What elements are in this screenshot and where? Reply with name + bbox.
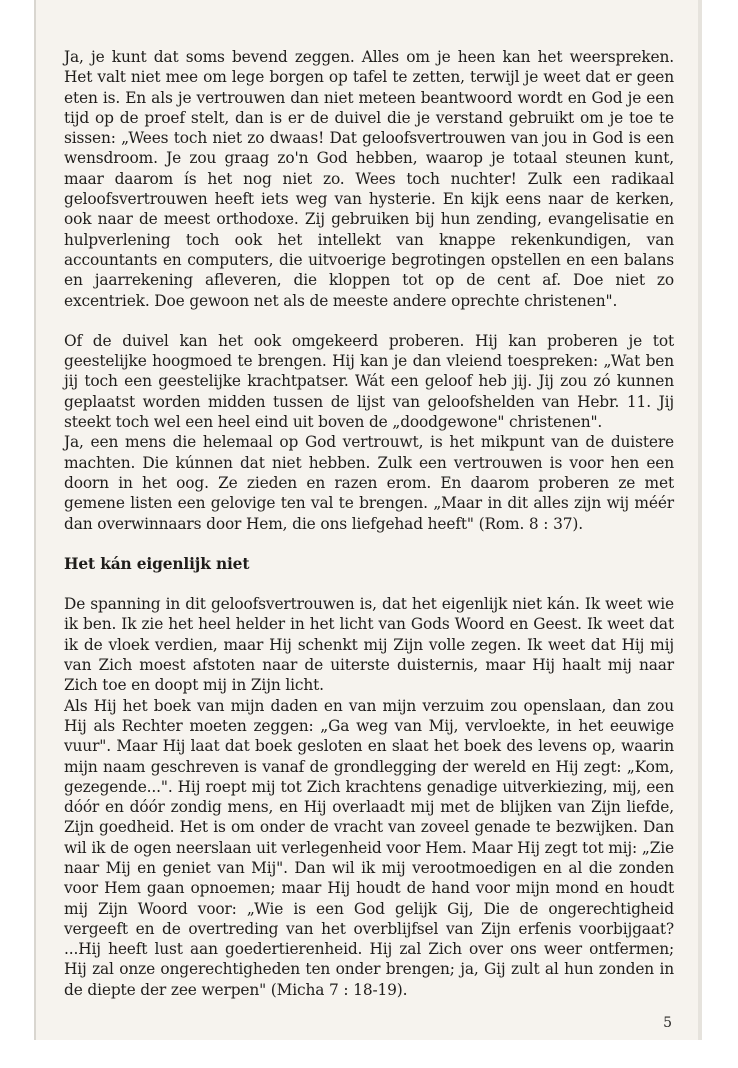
paragraph: Of de duivel kan het ook omgekeerd proberen. Hij kan proberen je tot geestelijke hoogmoed te brengen. Hij kan je dan vleiend toespreken: „Wat ben jij toch een geestelijke krachtpatser. Wát een geloof heb jij. Jij zou zó kunnen geplaatst worden midden tussen de lijst van geloofshelden van Hebr. 11. Jij steekt toch wel een heel eind uit boven de „doodgewone" christenen". (64, 331, 674, 432)
section-heading: Het kán eigenlijk niet (64, 554, 250, 573)
paragraph: Ja, een mens die helemaal op God vertrouwt, is het mikpunt van de duistere machten. Die kúnnen dat niet hebben. Zulk een vertrouwen is voor hen een doorn in het oog. Ze zieden en razen erom. En daarom proberen ze met gemene listen een gelovige ten val te brengen. „Maar in dit alles zijn wij méér dan overwinnaars door Hem, die ons liefgehad heeft" (Rom. 8 : 37). (64, 433, 674, 533)
paragraph: Als Hij het boek van mijn daden en van mijn verzuim zou openslaan, dan zou Hij als Rechter moeten zeggen: „Ga weg van Mij, vervloekte, in het eeuwige vuur". Maar Hij laat dat boek gesloten en slaat het boek des levens op, waarin mijn naam geschreven is vanaf de grondlegging der wereld en Hij zegt: „Kom, gezegende...". Hij roept mij tot Zich krachtens genadige uitverkiezing, mij, een dóór en dóór zondig mens, en Hij overlaadt mij met de blijken van Zijn liefde, Zijn goedheid. Het is om onder de vracht van zoveel genade te bezwijken. Dan wil ik de ogen neerslaan uit verlegenheid voor Hem. Maar Hij zegt tot mij: „Zie naar Mij en geniet van Mij". Dan wil ik mij verootmoedigen en al die zonden voor Hem gaan opnoemen; maar Hij houdt de hand voor mijn mond en houdt mij Zijn Woord voor: „Wie is een God gelijk Gij, Die de ongerechtigheid vergeeft en de overtreding van het overblijfsel van Zijn erfenis voorbijgaat? ...Hij heeft lust aan goedertierenheid. Hij zal Zich over ons weer ontfermen; Hij zal onze ongerechtigheden ten onder brengen; ja, Gij zult al hun zonden in de diepte der zee werpen" (Micha 7 : 18-19). (64, 696, 674, 999)
paragraph-gap (64, 311, 674, 331)
paragraph-gap (64, 534, 674, 554)
paragraph-gap (64, 574, 674, 594)
paragraph: De spanning in dit geloofsvertrouwen is, dat het eigenlijk niet kán. Ik weet wie ik ben. Ik zie het heel helder in het licht van Gods Woord en Geest. Ik weet dat ik de vloek verdien, maar Hij schenkt mij Zijn volle zegen. Ik weet dat Hij mij van Zich moest afstoten naar de uiterste duisternis, maar Hij haalt mij naar Zich toe en doopt mij in Zijn licht. (64, 595, 674, 695)
paragraph: Ja, je kunt dat soms bevend zeggen. Alles om je heen kan het weerspreken. Het valt niet mee om lege borgen op tafel te zetten, terwijl je weet dat er geen eten is. En als je vertrouwen dan niet meteen beantwoord wordt en God je een tijd op de proef stelt, dan is er de duivel die je verstand gebruikt om je toe te sissen: „Wees toch niet zo dwaas! Dat geloofsvertrouwen van jou in God is een wensdroom. Je zou graag zo'n God hebben, waarop je totaal steunen kunt, maar daarom ís het nog niet zo. Wees toch nuchter! Zulk een radikaal geloofsvertrouwen heeft iets weg van hysterie. En kijk eens naar de kerken, ook naar de meest orthodoxe. Zij gebruiken bij hun zending, evangelisatie en hulpverlening toch ook het intellekt van knappe rekenkundigen, van accountants en computers, die uitvoerige begrotingen opstellen en een balans en jaarrekening afleveren, die kloppen tot op de cent af. Doe niet zo excentriek. Doe gewoon net als de meeste andere oprechte christenen". (64, 48, 674, 310)
page-number: 5 (663, 1015, 672, 1031)
book-page (34, 0, 702, 1040)
body-text (64, 47, 674, 1000)
